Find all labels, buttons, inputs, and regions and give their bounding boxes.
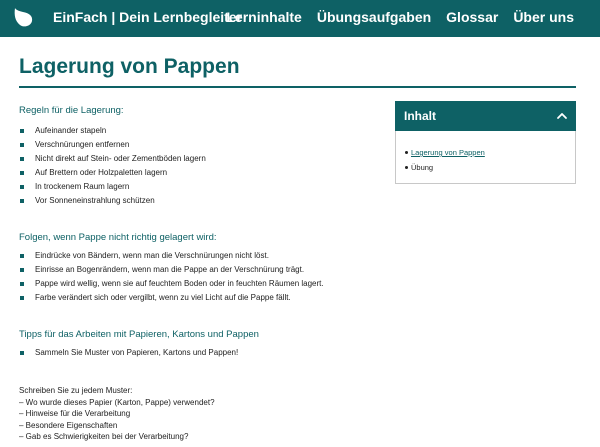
list-item: Pappe wird wellig, wenn sie auf feuchtem Boden oder in feuchten Räumen lagert. [19, 277, 324, 291]
bullet-square-icon [20, 143, 24, 147]
bullet-square-icon [20, 296, 24, 300]
title-divider [19, 86, 576, 88]
note-line: – Hinweise für die Verarbeitung [19, 409, 131, 418]
list-item: Vor Sonneneinstrahlung schützen [19, 194, 206, 208]
bullet-square-icon [20, 185, 24, 189]
bullet-square-icon [20, 282, 24, 286]
list-item: Aufeinander stapeln [19, 124, 206, 138]
tips-list [19, 346, 238, 360]
toc-link-lagerung[interactable]: Lagerung von Pappen [411, 148, 485, 157]
toc-item-lagerung [405, 145, 485, 160]
bullet-square-icon [20, 268, 24, 272]
list-item: Einrisse an Bogenrändern, wenn man die Pappe an der Verschnürung trägt. [19, 263, 324, 277]
list-item: Eindrücke von Bändern, wenn man die Verschnürungen nicht löst. [19, 249, 324, 263]
storage-rules-list [19, 124, 206, 208]
toc-title: Inhalt [404, 109, 436, 123]
section-heading-consequences: Folgen, wenn Pappe nicht richtig gelagert wird: [19, 232, 217, 243]
list-item: Sammeln Sie Muster von Papieren, Kartons und Pappen! [19, 346, 238, 360]
nav-item-uebungsaufgaben[interactable]: Übungsaufgaben [316, 9, 432, 25]
bullet-square-icon [20, 254, 24, 258]
leaf-logo-icon[interactable] [11, 6, 33, 28]
chevron-up-icon[interactable] [556, 110, 568, 122]
page-title: Lagerung von Pappen [19, 55, 240, 78]
note-line: – Wo wurde dieses Papier (Karton, Pappe) verwendet? [19, 397, 215, 407]
note-line: – Gab es Schwierigkeiten bei der Verarbeitung? [19, 432, 189, 441]
consequences-list [19, 249, 324, 305]
main-nav [226, 9, 574, 25]
toc-item-uebung-label[interactable]: Übung [411, 163, 434, 172]
bullet-square-icon [20, 157, 24, 161]
toc-header[interactable] [395, 101, 576, 131]
section-heading-storage-rules: Regeln für die Lagerung: [19, 105, 124, 116]
note-line: – Besondere Eigenschaften [19, 420, 118, 430]
list-item: Verschnürungen entfernen [19, 138, 206, 152]
nav-item-ueber-uns[interactable]: Über uns [513, 9, 574, 25]
list-item: Farbe verändert sich oder vergilbt, wenn zu viel Licht auf die Pappe fällt. [19, 291, 324, 305]
note-line: Schreiben Sie zu jedem Muster: [19, 386, 133, 395]
list-item: Auf Brettern oder Holzpaletten lagern [19, 166, 206, 180]
bullet-square-icon [20, 199, 24, 203]
nav-item-lerninhalte[interactable]: Lerninhalte [226, 9, 302, 25]
list-item: Nicht direkt auf Stein- oder Zementböden lagern [19, 152, 206, 166]
section-heading-tips: Tipps für das Arbeiten mit Papieren, Kartons und Pappen [19, 329, 259, 340]
bullet-square-icon [20, 129, 24, 133]
list-item: In trockenem Raum lagern [19, 180, 206, 194]
bullet-square-icon [20, 351, 24, 355]
toc-item-uebung [405, 160, 485, 175]
brand-name[interactable]: EinFach | Dein Lernbegleiter [53, 9, 243, 25]
bullet-square-icon [20, 171, 24, 175]
nav-item-glossar[interactable]: Glossar [446, 9, 499, 25]
top-navigation-bar [0, 0, 600, 37]
table-of-contents [395, 101, 576, 184]
exercise-note [19, 385, 215, 443]
toc-list [405, 145, 485, 175]
